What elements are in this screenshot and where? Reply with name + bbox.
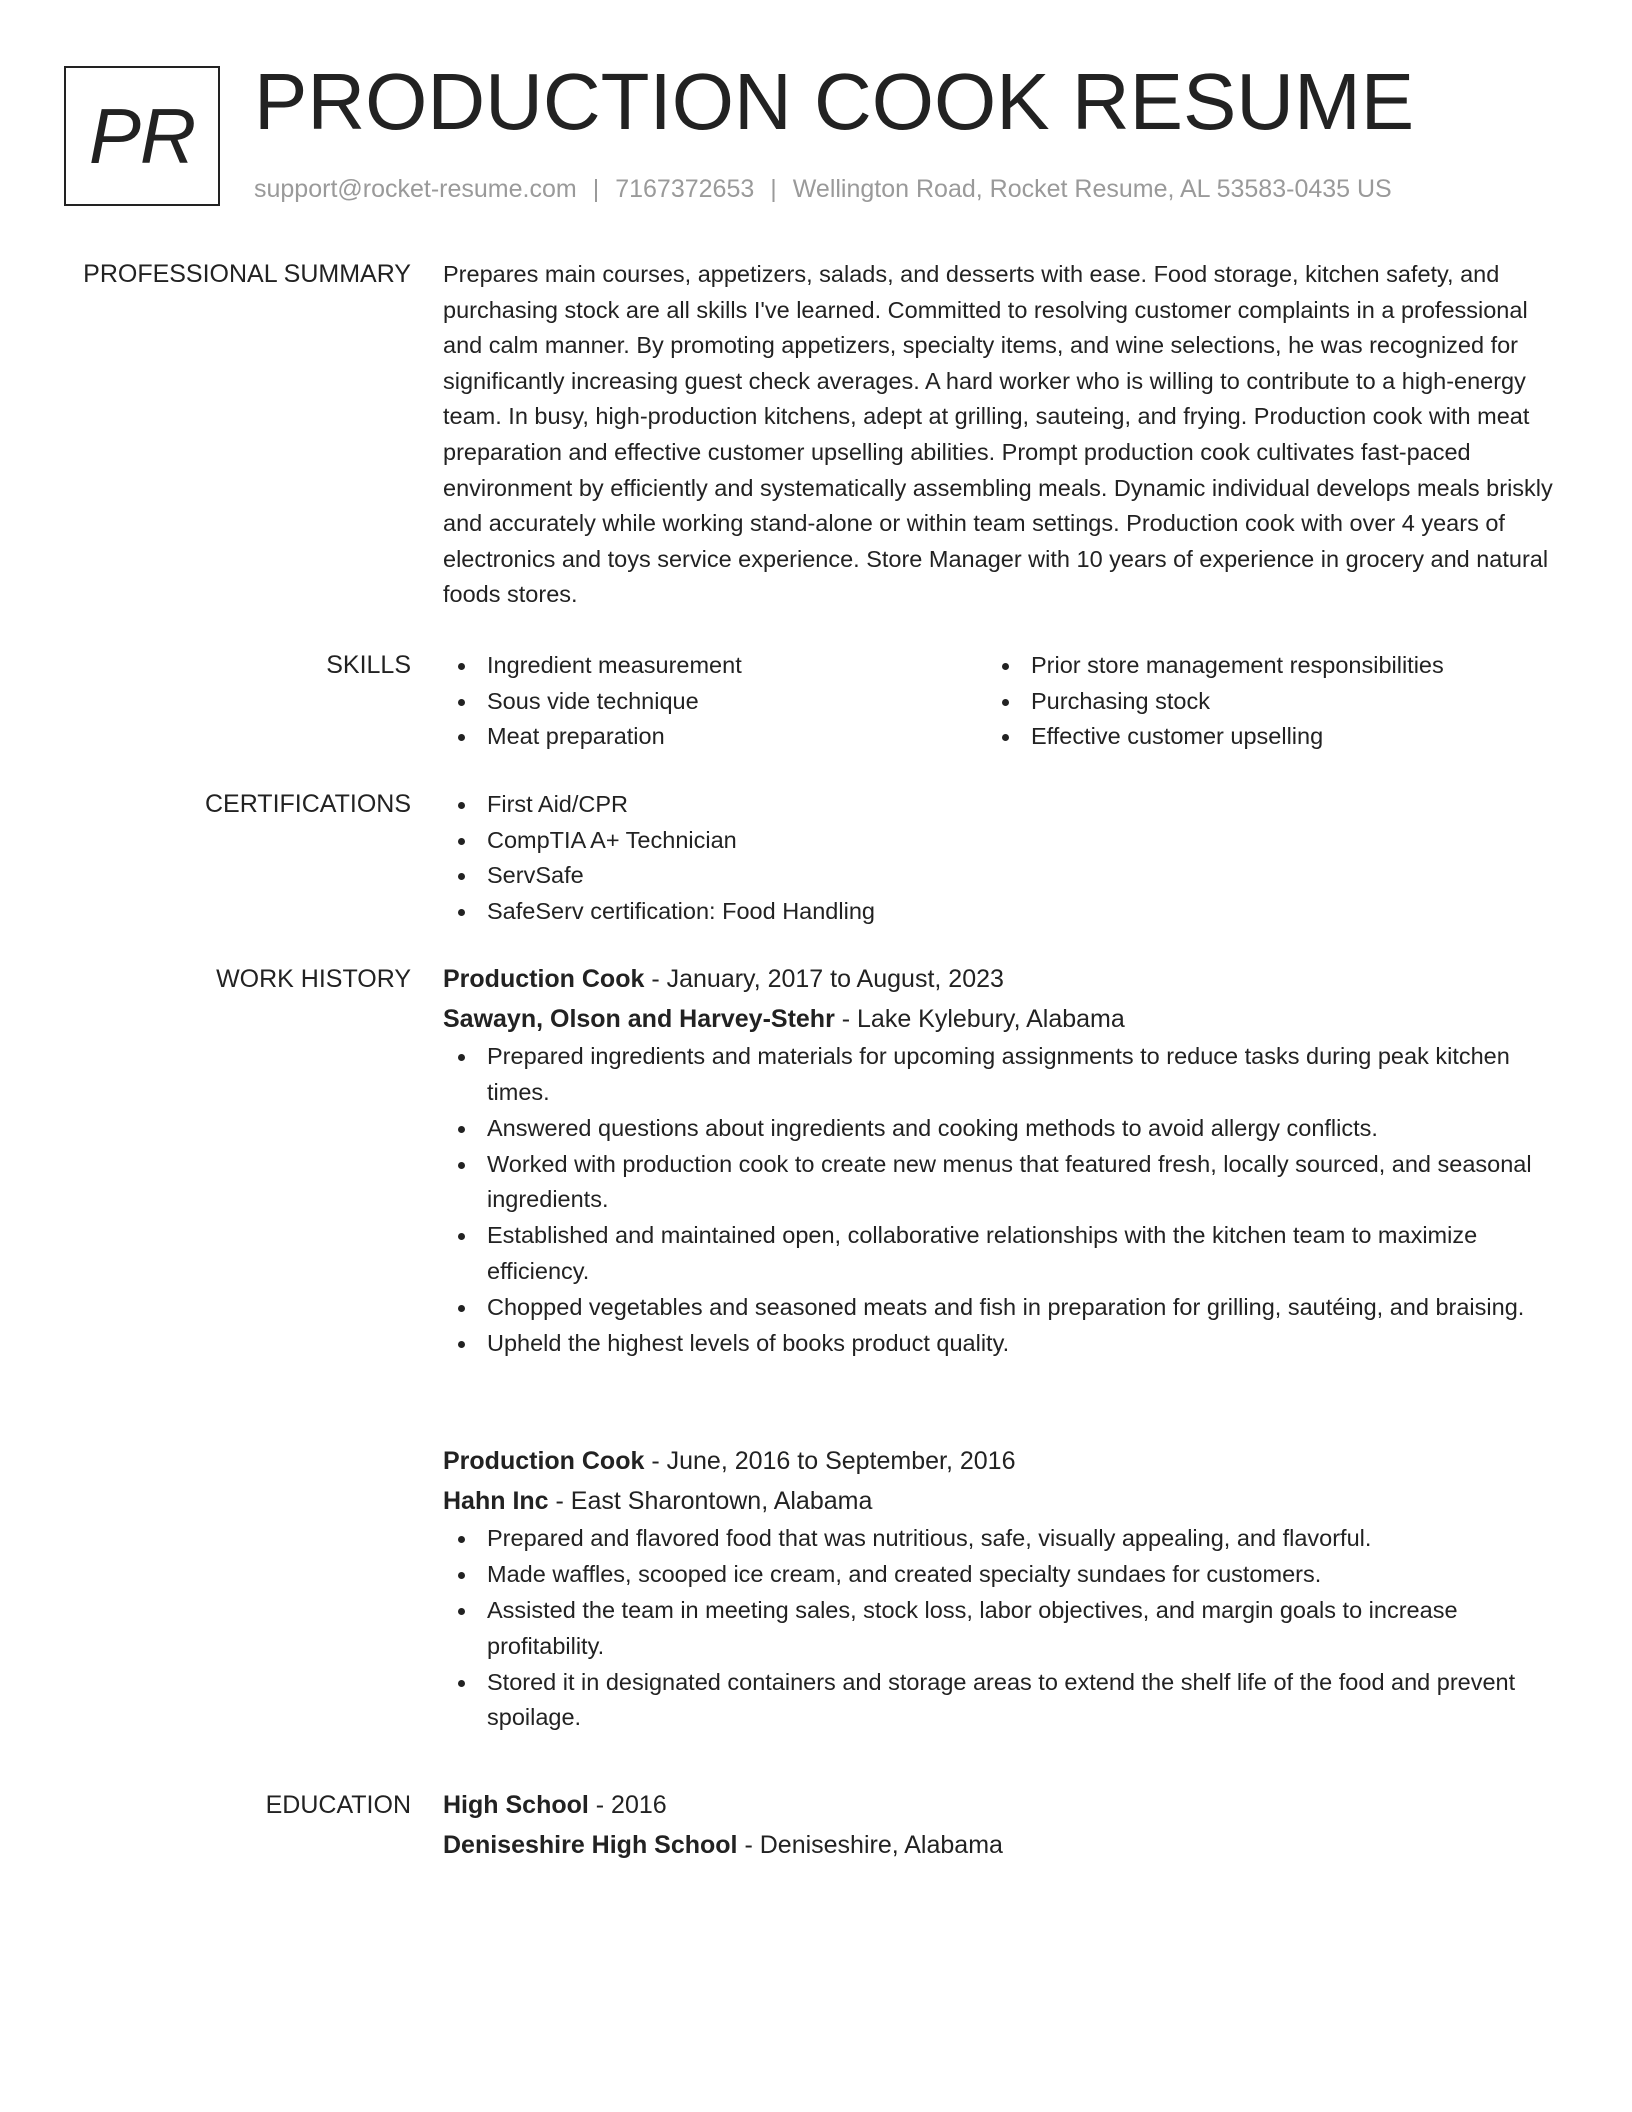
skill-item: Prior store management responsibilities (987, 648, 1531, 684)
skills-list-left (443, 648, 987, 755)
page-title: PRODUCTION COOK RESUME (254, 57, 1415, 146)
job-duty: Chopped vegetables and seasoned meats and fish in preparation for grilling, sautéing, and braising. (443, 1290, 1553, 1326)
certification-item: ServSafe (443, 858, 1553, 894)
contact-separator: | (770, 175, 777, 203)
job-entry (443, 959, 1553, 1362)
work-history-heading: WORK HISTORY (216, 965, 411, 993)
education-degree: High School (443, 1791, 589, 1819)
job-company: Hahn Inc (443, 1487, 549, 1515)
job-duty: Worked with production cook to create new menus that featured fresh, locally sourced, and seasonal ingredients. (443, 1147, 1553, 1218)
education-year: - 2016 (588, 1791, 667, 1819)
job-entry (443, 1441, 1553, 1736)
job-company: Sawayn, Olson and Harvey-Stehr (443, 1005, 835, 1033)
job-title-line (443, 1441, 1553, 1481)
education-heading: EDUCATION (265, 1791, 411, 1819)
work-history-body (443, 1444, 1553, 1737)
job-duty: Stored it in designated containers and storage areas to extend the shelf life of the food and prevent spoilage. (443, 1665, 1553, 1736)
certification-item: SafeServ certification: Food Handling (443, 894, 1553, 930)
education-school: Deniseshire High School (443, 1831, 738, 1859)
education-degree-line (443, 1785, 1553, 1825)
job-dates: - January, 2017 to August, 2023 (644, 965, 1004, 993)
certification-item: First Aid/CPR (443, 787, 1553, 823)
skill-item: Purchasing stock (987, 684, 1531, 720)
summary-body (443, 257, 1558, 613)
education-school-line (443, 1825, 1553, 1865)
job-company-line (443, 999, 1553, 1039)
certifications-body (443, 787, 1553, 929)
contact-phone[interactable]: 7167372653 (615, 175, 755, 203)
job-duty: Assisted the team in meeting sales, stock loss, labor objectives, and margin goals to increase profitability. (443, 1593, 1553, 1664)
job-duty: Answered questions about ingredients and cooking methods to avoid allergy conflicts. (443, 1111, 1553, 1147)
job-title: Production Cook (443, 1447, 645, 1475)
skill-item: Effective customer upselling (987, 719, 1531, 755)
job-duty: Prepared ingredients and materials for upcoming assignments to reduce tasks during peak kitchen times. (443, 1039, 1553, 1110)
skills-heading: SKILLS (326, 651, 411, 679)
skill-item: Sous vide technique (443, 684, 987, 720)
job-duties-list (443, 1521, 1553, 1736)
job-location: - East Sharontown, Alabama (548, 1487, 873, 1515)
job-duty: Established and maintained open, collaborative relationships with the kitchen team to maximize efficiency. (443, 1218, 1553, 1289)
contact-separator: | (592, 175, 600, 203)
summary-heading: PROFESSIONAL SUMMARY (83, 260, 411, 288)
job-duty: Prepared and flavored food that was nutritious, safe, visually appealing, and flavorful. (443, 1521, 1553, 1557)
monogram-box (64, 66, 220, 206)
job-company-line (443, 1481, 1553, 1521)
education-location: - Deniseshire, Alabama (737, 1831, 1003, 1859)
certifications-list (443, 787, 1553, 929)
monogram-initials: PR (88, 91, 196, 180)
contact-address: Wellington Road, Rocket Resume, AL 53583-0435 US (792, 175, 1392, 203)
certifications-heading: CERTIFICATIONS (204, 790, 411, 818)
job-duties-list (443, 1039, 1553, 1362)
education-body (443, 1788, 1553, 1865)
skill-item: Meat preparation (443, 719, 987, 755)
contact-email[interactable]: support@rocket-resume.com (254, 175, 577, 203)
certification-item: CompTIA A+ Technician (443, 823, 1553, 859)
job-location: - Lake Kylebury, Alabama (834, 1005, 1125, 1033)
contact-line (254, 172, 1392, 206)
job-duty: Made waffles, scooped ice cream, and created specialty sundaes for customers. (443, 1557, 1553, 1593)
job-duty: Upheld the highest levels of books product quality. (443, 1326, 1553, 1362)
skills-list-right (987, 648, 1531, 755)
job-title: Production Cook (443, 965, 645, 993)
summary-text: Prepares main courses, appetizers, salads, and desserts with ease. Food storage, kitchen safety, and purchasing stock are all skills I've learned. Committed to resolving customer complaints in a professional and calm manner. By promoting appetizers, specialty items, and wine selections, he was recognized for significantly increasing guest check averages. A hard worker who is willing to contribute to a high-energy team. In busy, high-production kitchens, adept at grilling, sauteing, and frying. Production cook with meat preparation and effective customer upselling abilities. Prompt production cook cultivates fast-paced environment by efficiently and systematically assembling meals. Dynamic individual develops meals briskly and accurately while working stand-alone or within team settings. Production cook with over 4 years of electronics and toys service experience. Store Manager with 10 years of experience in grocery and natural foods stores. (443, 261, 1553, 608)
skill-item: Ingredient measurement (443, 648, 987, 684)
skills-body (443, 648, 1553, 755)
work-history-body (443, 962, 1553, 1362)
job-title-line (443, 959, 1553, 999)
job-dates: - June, 2016 to September, 2016 (644, 1447, 1016, 1475)
